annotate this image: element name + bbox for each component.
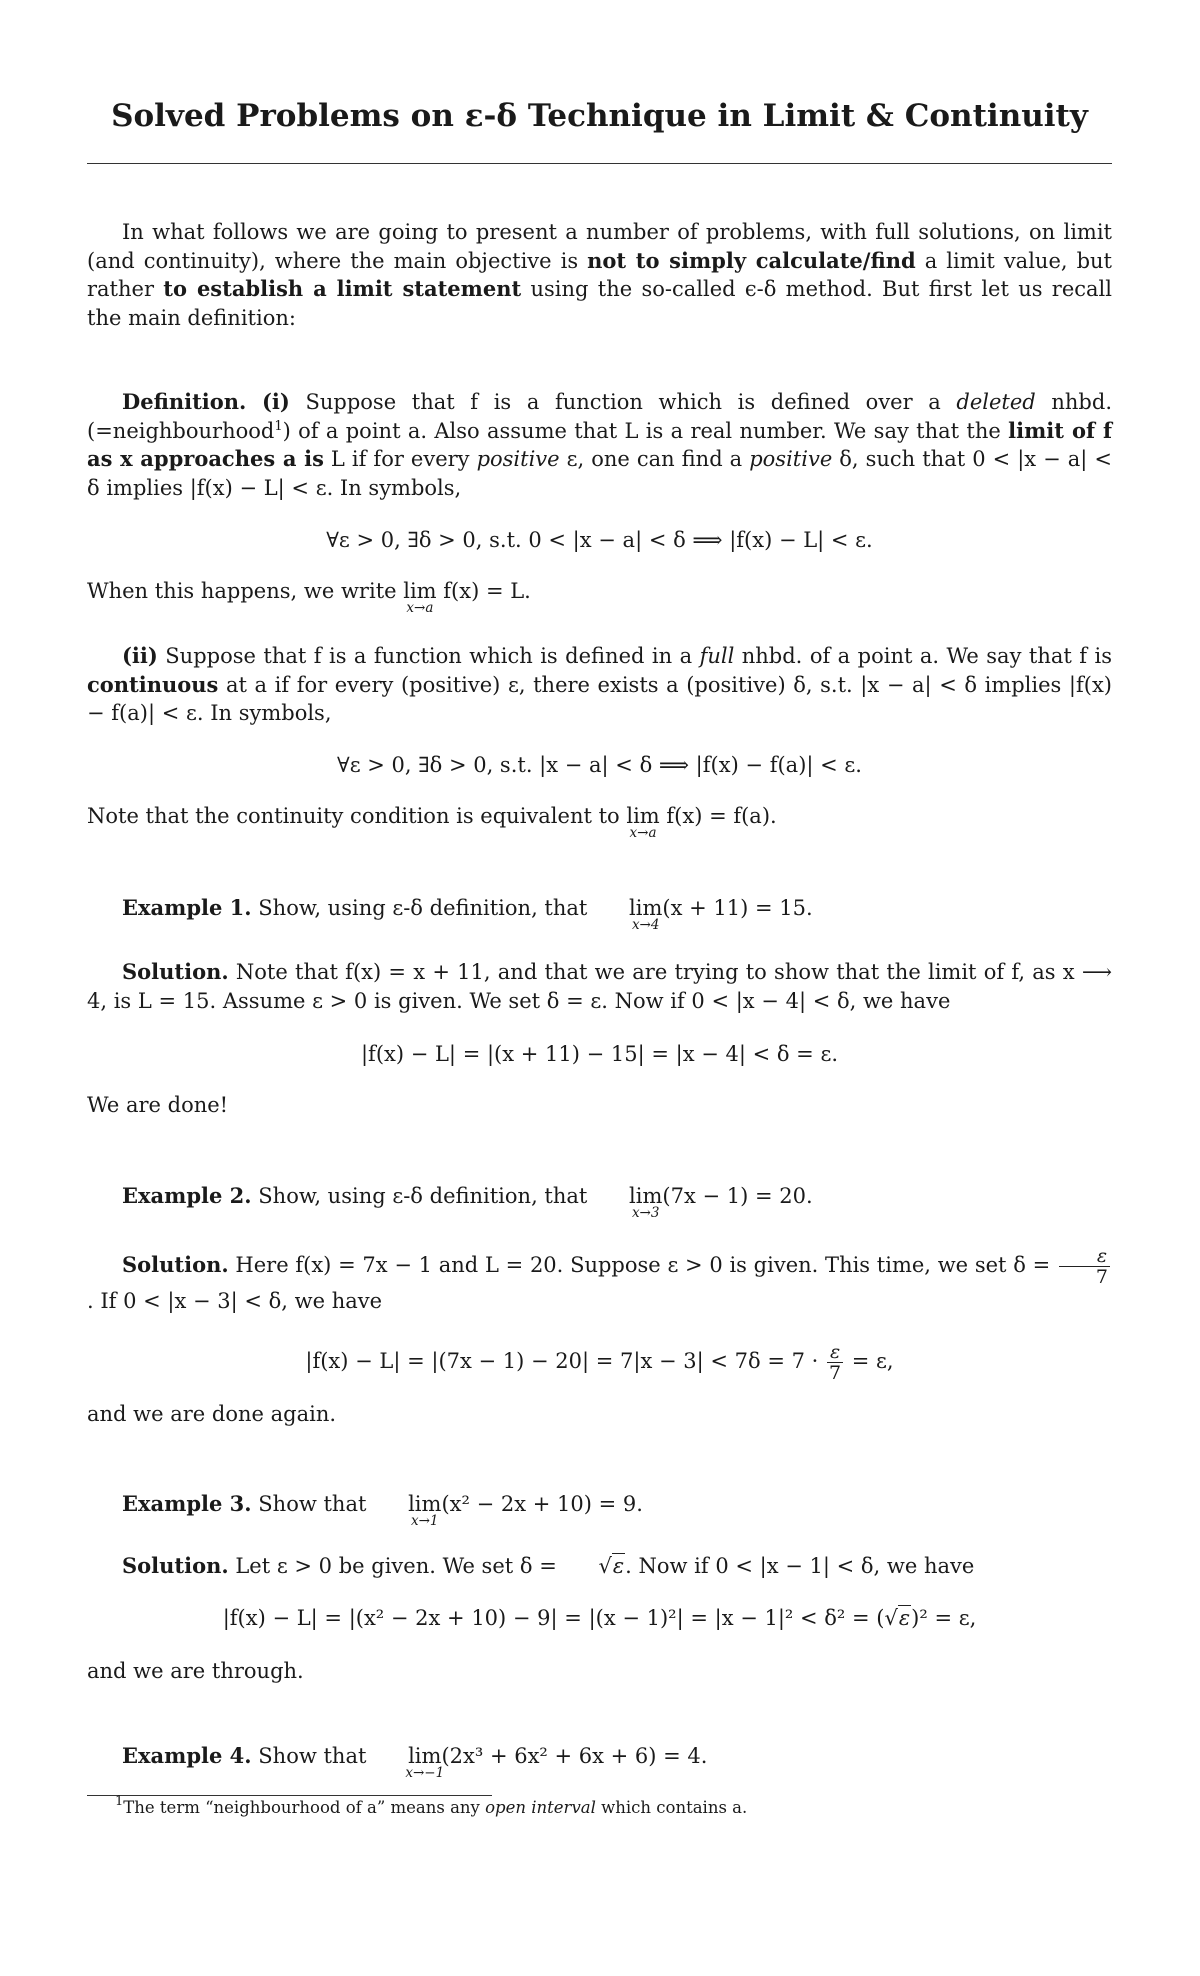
definition-i-positive: positive	[476, 447, 560, 471]
definition-part-ii-label: (ii)	[122, 643, 158, 668]
radicand: ε	[612, 1554, 625, 1578]
definition-ii-full: full	[699, 644, 735, 668]
definition-i-bold: limit of f as x approaches a is	[87, 417, 1112, 471]
page-title: Solved Problems on ε-δ Technique in Limit & Continuity	[111, 98, 1088, 134]
definition-i-deleted: deleted	[956, 390, 1036, 414]
example-text: Show that	[251, 1492, 374, 1516]
footnote-italic: open interval	[485, 1798, 596, 1817]
continuity-note	[87, 802, 1112, 841]
lim-subscript: x→3	[631, 1205, 660, 1221]
example-text: (2x³ + 6x² + 6x + 6) = 4.	[441, 1744, 708, 1768]
example-label: Example 4.	[122, 1743, 252, 1768]
example-2-display-formula	[87, 1342, 1112, 1383]
limit-operator	[594, 894, 663, 933]
intro-bold-2: to establish a limit statement	[163, 276, 522, 301]
footnote-text: which contains a.	[595, 1798, 748, 1817]
lim-word: lim	[408, 1492, 442, 1516]
definition-part-ii	[87, 642, 1112, 728]
solution-label: Solution.	[122, 1553, 229, 1578]
example-3-solution	[87, 1552, 1112, 1581]
intro-text-3: using the so-called ϵ-δ method. But first let us recall the main definition:	[87, 277, 1112, 330]
lim-word: lim	[629, 1184, 663, 1208]
definition-i-text: L if for every	[323, 447, 477, 471]
fraction-denominator: 7	[1095, 1266, 1108, 1288]
solution-label: Solution.	[122, 1252, 229, 1277]
example-3-closing: and we are through.	[87, 1659, 304, 1683]
footnote-mark: 1	[115, 1794, 124, 1809]
example-3-statement	[87, 1490, 1112, 1529]
lim-subscript: x→−1	[405, 1765, 445, 1781]
intro-paragraph	[87, 218, 1112, 332]
lim-subscript: x→1	[411, 1513, 439, 1529]
lim-subscript: x→a	[406, 600, 434, 616]
example-2-statement	[87, 1182, 1112, 1221]
definition-i-text: Suppose that f is a function which is defined over a	[289, 390, 957, 414]
fraction-epsilon-over-7	[1059, 1246, 1110, 1287]
note-text: f(x) = f(a).	[659, 804, 777, 828]
formula-text: |f(x) − L| = |(x² − 2x + 10) − 9| = |(x − 1)²| = |x − 1|² < δ² = (	[222, 1606, 885, 1630]
formula-text: |f(x) − L| = |(7x − 1) − 20| = 7|x − 3| < 7δ = 7 ·	[305, 1349, 825, 1373]
example-text: (7x − 1) = 20.	[662, 1184, 813, 1208]
limit-operator	[403, 577, 437, 616]
definition-i-positive: positive	[749, 447, 833, 471]
example-4-statement	[87, 1742, 1112, 1781]
footnote-marker: 1	[274, 418, 283, 434]
lim-word: lim	[403, 579, 437, 603]
lim-word: lim	[629, 896, 663, 920]
lim-subscript: x→a	[629, 825, 657, 841]
definition-i-text: nhbd. (=neighbourhood	[87, 390, 1112, 443]
example-2-solution	[87, 1246, 1112, 1316]
definition-ii-text: nhbd. of a point a. We say that f is	[734, 644, 1112, 668]
limit-notation-text: f(x) = L.	[436, 579, 531, 603]
example-text: Show that	[251, 1744, 374, 1768]
definition-i-limit-notation	[87, 577, 1112, 616]
example-1-display-formula: |f(x) − L| = |(x + 11) − 15| = |x − 4| < δ = ε.	[360, 1042, 839, 1066]
fraction-numerator: ε	[827, 1342, 843, 1363]
intro-bold-1: not to simply calculate/find	[587, 247, 916, 273]
example-1-solution	[87, 958, 1112, 1015]
radical-sign: √	[598, 1554, 612, 1578]
definition-ii-text: Suppose that f is a function which is defined in a	[157, 644, 700, 668]
limit-operator	[626, 802, 660, 841]
example-label: Example 1.	[122, 895, 252, 920]
limit-operator	[373, 1490, 442, 1529]
definition-i-text: ) of a point a. Also assume that L is a real number. We say that the	[282, 418, 1009, 443]
definition-part-i-label: (i)	[262, 389, 290, 414]
definition-ii-bold: continuous	[87, 671, 219, 697]
note-text: Note that the continuity condition is equivalent to	[87, 804, 627, 828]
example-2-closing: and we are done again.	[87, 1402, 337, 1426]
solution-label: Solution.	[122, 959, 229, 984]
definition-ii-display-formula: ∀ε > 0, ∃δ > 0, s.t. |x − a| < δ ⟹ |f(x) − f(a)| < ε.	[337, 753, 862, 777]
fraction-denominator: 7	[829, 1362, 842, 1384]
limit-operator	[373, 1742, 445, 1781]
example-text: (x + 11) = 15.	[662, 896, 813, 920]
lim-subscript: x→4	[631, 917, 660, 933]
intro-text-1: In what follows we are going to present a number of problems, with full solutions, on limit (and continuity), where the main objective is	[87, 220, 1112, 273]
definition-i-text: δ, such that 0 < |x − a| < δ implies |f(x) − L| < ε. In symbols,	[87, 447, 1112, 500]
radical-sign: √	[884, 1606, 898, 1630]
square-root-epsilon	[563, 1552, 625, 1581]
example-3-display-formula	[87, 1604, 1112, 1633]
fraction-numerator: ε	[1059, 1246, 1110, 1267]
intro-text-2: a limit value, but rather	[87, 248, 1112, 301]
formula-text: )² = ε,	[911, 1606, 977, 1630]
solution-text: . Now if 0 < |x − 1| < δ, we have	[625, 1554, 975, 1578]
definition-ii-text: at a if for every (positive) ε, there exists a (positive) δ, s.t. |x − a| < δ implies |f(x) − f(a)| < ε. In symbols,	[87, 672, 1112, 725]
footnote-rule	[87, 1795, 492, 1796]
limit-notation-text: When this happens, we write	[87, 579, 404, 603]
title-rule	[87, 163, 1112, 164]
formula-text: = ε,	[845, 1349, 894, 1373]
footnote-text: The term “neighbourhood of a” means any	[123, 1798, 486, 1817]
example-text: (x² − 2x + 10) = 9.	[441, 1492, 643, 1516]
footnote	[115, 1794, 1105, 1819]
example-1-closing: We are done!	[87, 1093, 229, 1117]
lim-word: lim	[626, 804, 660, 828]
example-label: Example 3.	[122, 1491, 252, 1516]
square-root-epsilon	[884, 1604, 911, 1633]
radicand: ε	[898, 1606, 911, 1630]
definition-label: Definition.	[122, 389, 247, 414]
fraction-epsilon-over-7	[827, 1342, 843, 1383]
definition-i-display-formula: ∀ε > 0, ∃δ > 0, s.t. 0 < |x − a| < δ ⟹ |f(x) − L| < ε.	[326, 528, 873, 552]
solution-text: Let ε > 0 be given. We set δ =	[228, 1554, 564, 1578]
solution-text: . If 0 < |x − 3| < δ, we have	[87, 1289, 383, 1313]
example-text: Show, using ε-δ definition, that	[251, 1184, 595, 1208]
solution-text: Note that f(x) = x + 11, and that we are trying to show that the limit of f, as x ⟶ 4, is L = 15. Assume ε > 0 is given. We set δ = ε. Now if 0 < |x − 4| < δ, we have	[87, 960, 1112, 1013]
example-label: Example 2.	[122, 1183, 252, 1208]
lim-word: lim	[408, 1744, 442, 1768]
definition-part-i	[87, 388, 1112, 502]
example-1-statement	[87, 894, 1112, 933]
solution-text: Here f(x) = 7x − 1 and L = 20. Suppose ε > 0 is given. This time, we set δ =	[228, 1253, 1057, 1277]
definition-i-text: ε, one can find a	[559, 447, 750, 471]
limit-operator	[594, 1182, 663, 1221]
example-text: Show, using ε-δ definition, that	[251, 896, 595, 920]
